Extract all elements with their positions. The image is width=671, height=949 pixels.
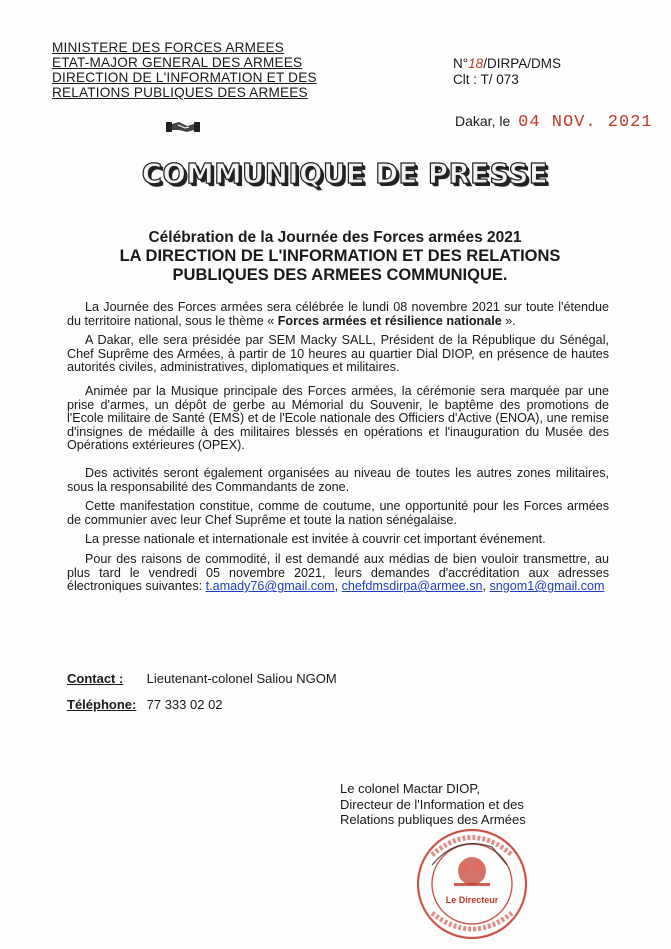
reference-number: N°18/DIRPA/DMS — [453, 56, 561, 71]
handwritten-number: 18 — [468, 56, 484, 71]
ministry-line: RELATIONS PUBLIQUES DES ARMEES — [52, 85, 308, 100]
communique-body — [67, 301, 609, 600]
page-title: COMMUNIQUE DE PRESSE — [141, 158, 549, 190]
communique-heading: LA DIRECTION DE L'INFORMATION ET DES RELATIONS PUBLIQUES DES ARMEES COMMUNIQUE. — [119, 247, 561, 284]
contact-row — [67, 666, 337, 692]
handshake-icon — [165, 118, 201, 136]
paragraph: Pour des raisons de commodité, il est demandé aux médias de bien vouloir transmettre, au plus tard le vendredi 05 novembre 2021, leurs demandes d'accréditation aux adresses électroniques suivantes: t.amady76@gmail.com, chefdmsdirpa@armee.sn, sngom1@gmail.com — [67, 551, 609, 594]
date-line — [455, 113, 653, 132]
paragraph: Des activités seront également organisées au niveau de toutes les autres zones militaires, sous la responsabilité des Commandants de zone. — [67, 465, 609, 494]
phone-row — [67, 692, 337, 718]
phone-label: Téléphone: — [67, 697, 137, 712]
email-link[interactable]: sngom1@gmail.com — [489, 579, 605, 594]
svg-text:Le Directeur: Le Directeur — [445, 895, 499, 905]
ministry-line: DIRECTION DE L'INFORMATION ET DES — [52, 70, 317, 85]
email-link[interactable]: t.amady76@gmail.com — [205, 579, 335, 594]
paragraph: La presse nationale et internationale est invitée à couvrir cet important événement. — [85, 532, 546, 547]
paragraph: La Journée des Forces armées sera célébrée le lundi 08 novembre 2021 sur toute l'étendue du territoire national, sous le thème « Forces armées et résilience nationale ». — [67, 300, 609, 328]
ministry-line: MINISTERE DES FORCES ARMEES — [52, 40, 284, 55]
date-stamp: 04 NOV. 2021 — [518, 113, 653, 132]
official-stamp-icon — [412, 825, 532, 943]
signatory-title: Relations publiques des Armées — [340, 812, 526, 827]
contact-label: Contact : — [67, 671, 124, 686]
paragraph: A Dakar, elle sera présidée par SEM Macky SALL, Président de la République du Sénégal, Chef Suprême des Armées, à partir de 10 heures au quartier Dial DIOP, en présence de hautes autorités civiles, administratives, diplomatiques et militaires. — [67, 333, 609, 375]
client-code: Clt : T/ 073 — [453, 72, 519, 87]
contact-value: Lieutenant-colonel Saliou NGOM — [146, 671, 337, 686]
email-link[interactable]: chefdmsdirpa@armee.sn — [341, 579, 483, 594]
reference-block — [453, 56, 561, 88]
ministry-line: ETAT-MAJOR GENERAL DES ARMEES — [52, 55, 303, 70]
paragraph: Animée par la Musique principale des Forces armées, la cérémonie sera marquée par une prise d'armes, un dépôt de gerbe au Mémorial du Souvenir, le baptême des promotions de l'Ecole militaire de Santé (EMS) et de l'Ecole nationale des Officiers d'Active (ENOA), une remise d'insignes de médaille à des militaires blessés en opérations et l'inauguration du Musée des Opérations extérieures (OPEX). — [67, 383, 609, 453]
paragraph: Cette manifestation constitue, comme de coutume, une opportunité pour les Forces armées de communier avec leur Chef Suprême et toute la nation sénégalaise. — [67, 499, 609, 527]
signatory-name: Le colonel Mactar DIOP, — [340, 781, 480, 796]
ministry-header — [52, 40, 342, 100]
signatory-title: Directeur de l'Information et des — [340, 796, 524, 812]
subtitle: Célébration de la Journée des Forces armées 2021 — [148, 229, 522, 246]
contact-block — [67, 666, 337, 718]
date-prefix: Dakar, le — [455, 113, 511, 129]
phone-value: 77 333 02 02 — [146, 697, 223, 712]
signature-block — [340, 781, 526, 828]
